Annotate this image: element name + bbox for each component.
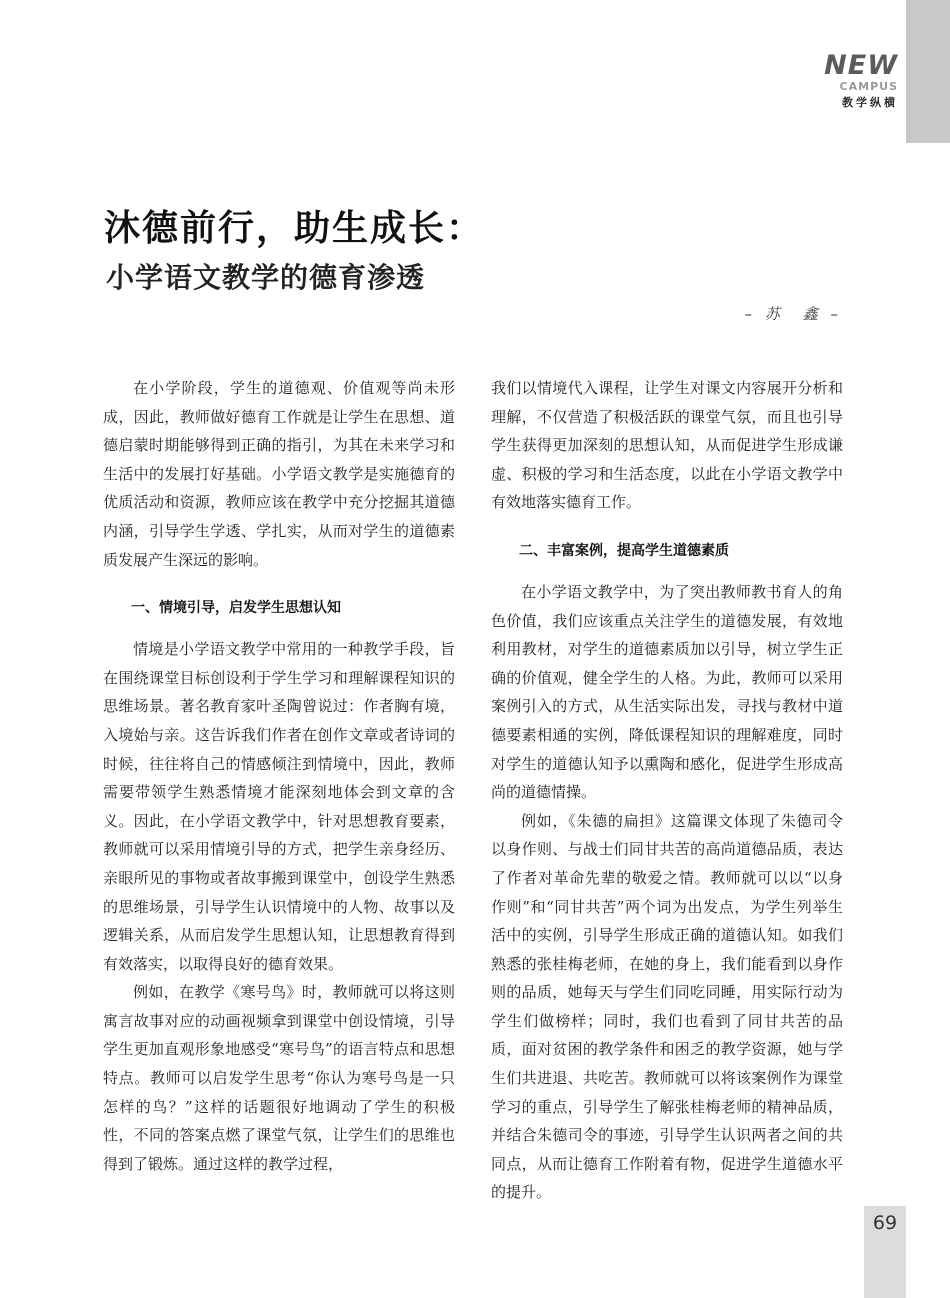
header-side-tab [906, 0, 950, 143]
body-paragraph: 在小学语文教学中，为了突出教师教书育人的角色价值，我们应该重点关注学生的道德发展，有效地利用教材，对学生的道德素质加以引导，树立学生正确的价值观，健全学生的人格。为此，教师可以采用案例引入的方式，从生活实际出发，寻找与教材中道德要素相通的实例，降低课程知识的理解难度，同时对学生的道德认知予以熏陶和感化，促进学生形成高尚的道德情操。 [491, 582, 843, 802]
left-column [103, 374, 455, 1178]
section-heading-2: 二、丰富案例，提高学生道德素质 [519, 542, 729, 559]
intro-paragraph: 在小学阶段，学生的道德观、价值观等尚未形成，因此，教师做好德育工作就是让学生在思想、道德启蒙时期能够得到正确的指引，为其在未来学习和生活中的发展打好基础。小学语文教学是实施德育的优质活动和资源，教师应该在教学中充分挖掘其道德内涵，引导学生学透、学扎实，从而对学生的道德素质发展产生深远的影响。 [103, 379, 455, 569]
brand-logo [824, 52, 898, 113]
page-number: 69 [872, 1212, 898, 1234]
article-subtitle: 小学语文教学的德育渗透 [106, 261, 426, 294]
brand-campus-text: CAMPUS [839, 80, 898, 93]
right-column [491, 374, 843, 1207]
article-title: 沐德前行，助生成长： [104, 207, 485, 249]
section-heading-1: 一、情境引导，启发学生思想认知 [131, 600, 341, 617]
author-byline: – 苏 鑫 – [744, 305, 842, 323]
body-paragraph: 我们以情境代入课程，让学生对课文内容展开分析和理解，不仅营造了积极活跃的课堂气氛，而且也引导学生获得更加深刻的思想认知，从而促进学生形成谦虚、积极的学习和生活态度，以此在小学语文教学中有效地落实德育工作。 [491, 379, 843, 512]
body-paragraph: 例如，《朱德的扁担》这篇课文体现了朱德司令以身作则、与战士们同甘共苦的高尚道德品质，表达了作者对革命先辈的敬爱之情。教师就可以以“以身作则”和“同甘共苦”两个词为出发点，为学生列举生活中的实例，引导学生形成正确的道德认知。如我们熟悉的张桂梅老师，在她的身上，我们能看到以身作则的品质，她每天与学生们同吃同睡，用实际行动为学生们做榜样；同时，我们也看到了同甘共苦的品质，面对贫困的教学条件和困乏的教学资源，她与学生们共进退、共吃苦。教师就可以将该案例作为课堂学习的重点，引导学生了解张桂梅老师的精神品质，并结合朱德司令的事迹，引导学生认识两者之间的共同点，从而让德育工作附着有物，促进学生道德水平的提升。 [491, 811, 843, 1202]
body-paragraph: 例如，在教学《寒号鸟》时，教师就可以将这则寓言故事对应的动画视频拿到课堂中创设情境，引导学生更加直观形象地感受“寒号鸟”的语言特点和思想特点。教师可以启发学生思考“你认为寒号鸟是一只怎样的鸟？”这样的话题很好地调动了学生的积极性，不同的答案点燃了课堂气氛，让学生们的思维也得到了锻炼。通过这样的教学过程， [103, 983, 455, 1173]
brand-new-text: NEW [824, 50, 898, 81]
body-paragraph: 情境是小学语文教学中常用的一种教学手段，旨在围绕课堂目标创设利于学生学习和理解课程知识的思维场景。著名教育家叶圣陶曾说过：作者胸有境，入境始与亲。这告诉我们作者在创作文章或者诗词的时候，往往将自己的情感倾注到情境中，因此，教师需要带领学生熟悉情境才能深刻地体会到文章的含义。因此，在小学语文教学中，针对思想教育要素，教师就可以采用情境引导的方式，把学生亲身经历、亲眼所见的事物或者故事搬到课堂中，创设学生熟悉的思维场景，引导学生认识情境中的人物、故事以及逻辑关系，从而启发学生思想认知，让思想教育得到有效落实，以取得良好的德育效果。 [103, 640, 455, 973]
section-name: 教学纵横 [842, 96, 898, 109]
